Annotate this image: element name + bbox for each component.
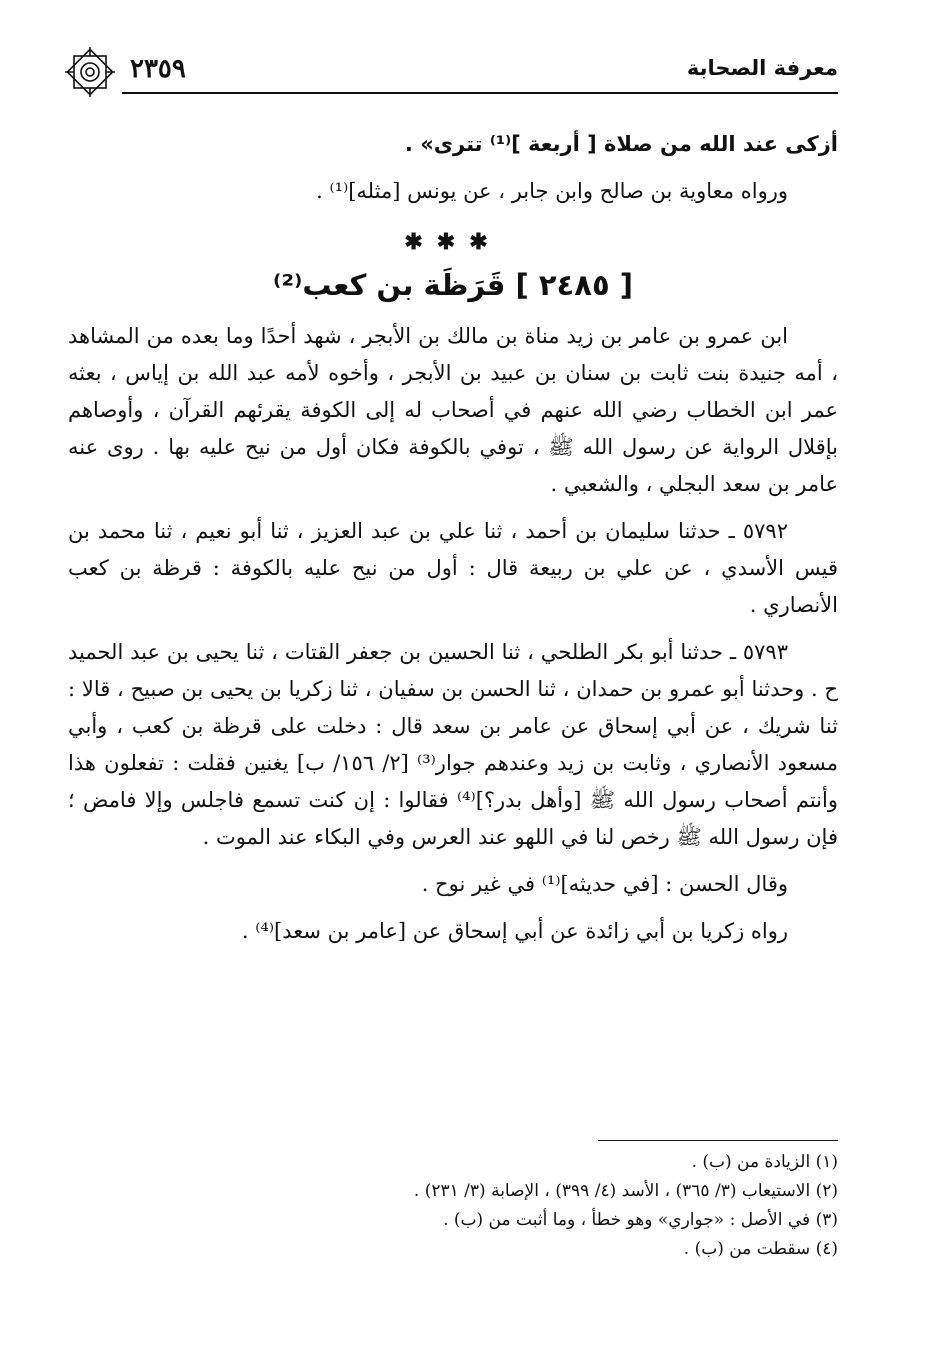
page-header: [68, 50, 838, 90]
book-page: [68, 40, 838, 1340]
hadith-5793: ٥٧٩٣ ـ حدثنا أبو بكر الطلحي ، ثنا الحسين بن جعفر القتات ، ثنا يحيى بن عبد الحميد ح . وحدثنا أبو عمرو بن حمدان ، ثنا الحسن بن سفيان ، ثنا زكريا بن يحيى بن صبيح ، قالا : ثنا شريك ، عن أبي إسحاق عن عامر بن سعد قال : دخلت على قرظة بن كعب ، وأبي مسعود الأنصاري ، وثابت بن زيد وعندهم جوار⁽³⁾ [٢/ ١٥٦/ ب] يغنين فقلت : تفعلون هذا وأنتم أصحاب رسول الله ﷺ [وأهل بدر؟]⁽⁴⁾ فقالوا : إن كنت تسمع فاجلس وإلا فامض ؛ فإن رسول الله ﷺ رخص لنا في اللهو عند العرس وفي البكاء عند الموت .: [68, 640, 838, 849]
zakariya-note: رواه زكريا بن أبي زائدة عن أبي إسحاق عن [عامر بن سعد]⁽⁴⁾ .: [241, 919, 788, 943]
bio-paragraph: ابن عمرو بن عامر بن زيد مناة بن مالك بن الأبجر ، شهد أحدًا وما بعده من المشاهد ، أمه جنيدة بنت ثابت بن سنان بن عبيد بن الأبجر ، وأخوه لأمه عبد الله بن إياس ، بعثه عمر ابن الخطاب رضي الله عنهم في أصحاب له إلى الكوفة يقرئهم القرآن ، وأوصاهم بإقلال الرواية عن رسول الله ﷺ ، توفي بالكوفة فكان أول من نيح عليه بها . روى عنه عامر بن سعد البجلي ، والشعبي .: [68, 324, 838, 496]
footnote-rule: [598, 1140, 838, 1141]
section-separator-stars: ✱✱✱: [404, 229, 502, 255]
footnote-4: (٤) سقطت من (ب) .: [683, 1239, 838, 1259]
footnote-2: (٢) الاستيعاب (٣/ ٣٦٥) ، الأسد (٤/ ٣٩٩) ، الإصابة (٣/ ٢٣١) .: [413, 1181, 838, 1201]
geometric-star-ornament-icon: [62, 44, 118, 100]
header-rule: [122, 92, 838, 94]
hasan-note: وقال الحسن : [في حديثه]⁽¹⁾ في غير نوح .: [421, 872, 788, 896]
entry-title: [ ٢٤٨٥ ] قَرَظَة بن كعب⁽²⁾: [272, 268, 634, 302]
footnote-1: (١) الزيادة من (ب) .: [691, 1152, 838, 1172]
footnotes: [68, 1148, 838, 1264]
page-number: ٢٣٥٩: [130, 54, 186, 84]
text-line-1: أزكى عند الله من صلاة [ أربعة ]⁽¹⁾ تترى» .: [404, 132, 838, 156]
hadith-5792: ٥٧٩٢ ـ حدثنا سليمان بن أحمد ، ثنا علي بن عبد العزيز ، ثنا أبو نعيم ، ثنا محمد بن قيس الأسدي ، عن علي بن ربيعة قال : أول من نيح عليه بالكوفة : قرظة بن كعب الأنصاري .: [68, 519, 838, 617]
page-body: [68, 126, 838, 950]
book-title: معرفة الصحابة: [686, 56, 838, 80]
footnote-3: (٣) في الأصل : «جواري» وهو خطأ ، وما أثبت من (ب) .: [443, 1210, 838, 1230]
text-line-2: ورواه معاوية بن صالح وابن جابر ، عن يونس [مثله]⁽¹⁾ .: [316, 179, 788, 203]
